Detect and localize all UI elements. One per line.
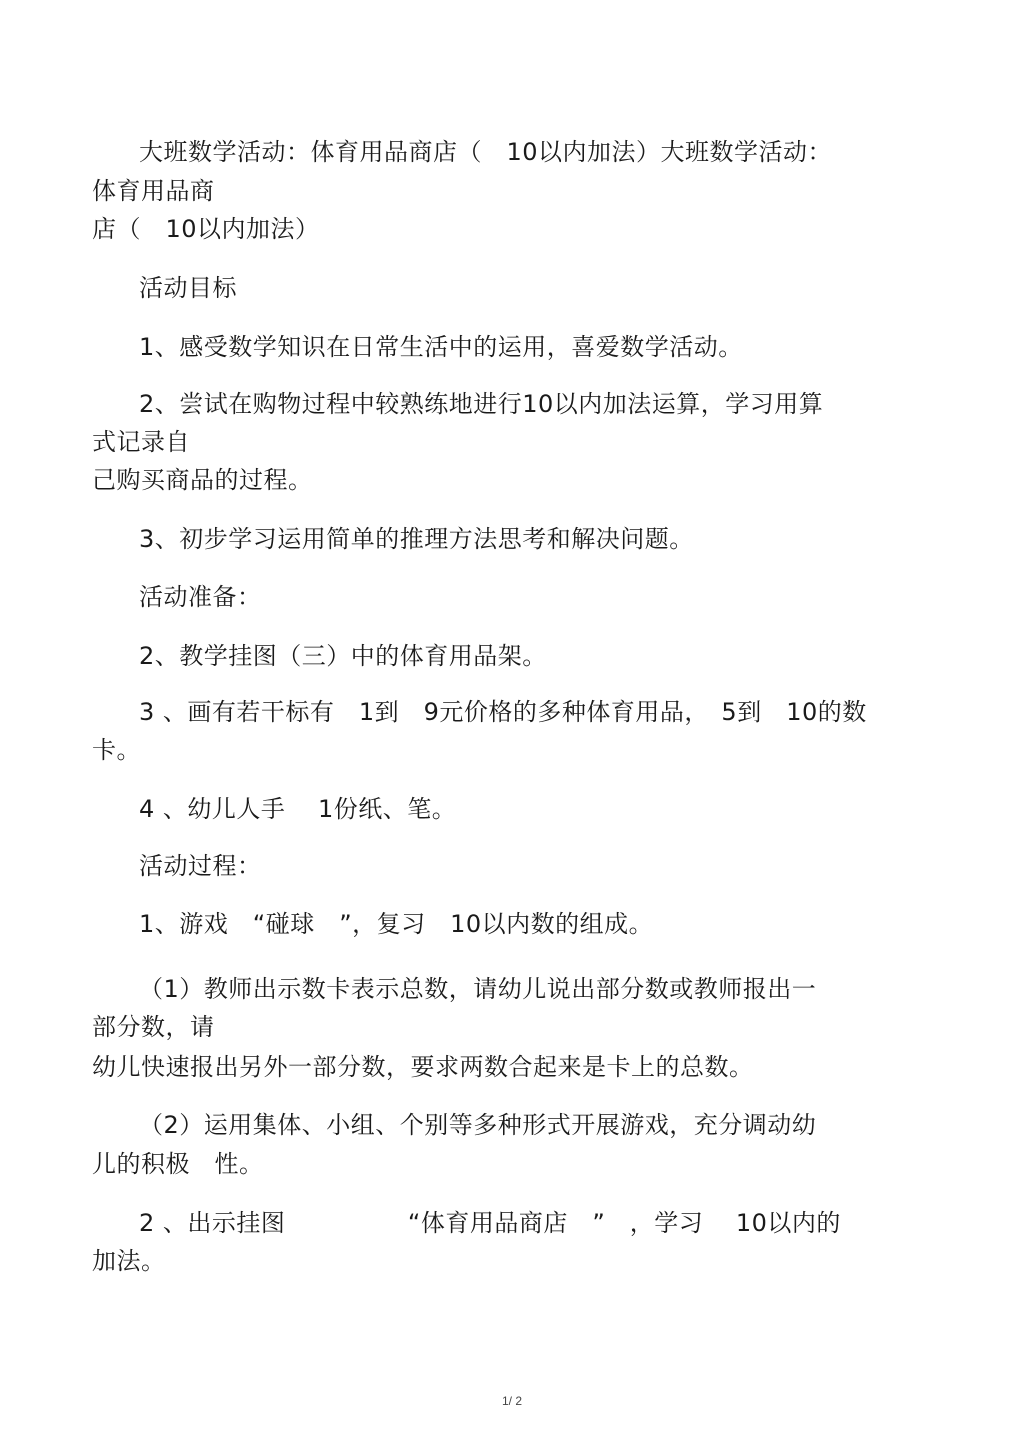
paragraph: 加法。 [92,1247,166,1275]
paragraph: 2 、出示挂图 “体育用品商店 ” ，学习 10以内的 [139,1209,841,1237]
paragraph: 式记录自 [92,428,190,456]
title-line: 店（ 10以内加法） [92,215,320,243]
paragraph: （2）运用集体、小组、个别等多种形式开展游戏，充分调动幼 [139,1111,817,1139]
section-heading-process: 活动过程： [139,852,262,880]
paragraph: 2、尝试在购物过程中较熟练地进行10以内加法运算，学习用算 [139,390,824,418]
paragraph: 卡。 [92,736,141,764]
paragraph: 2、教学挂图（三）中的体育用品架。 [139,642,547,670]
section-heading-preparation: 活动准备： [139,583,262,611]
paragraph: 3 、画有若干标有 1到 9元价格的多种体育用品， 5到 10的数 [139,698,867,726]
paragraph: 3、初步学习运用简单的推理方法思考和解决问题。 [139,525,694,553]
paragraph: 己购买商品的过程。 [92,466,313,494]
paragraph: 幼儿快速报出另外一部分数，要求两数合起来是卡上的总数。 [92,1053,754,1081]
paragraph: （1）教师出示数卡表示总数，请幼儿说出部分数或教师报出一 [139,975,817,1003]
paragraph: 4 、幼儿人手 1份纸、笔。 [139,795,457,823]
page-number: 1/ 2 [501,1394,522,1408]
paragraph: 儿的积极 性。 [92,1150,264,1178]
section-heading-goals: 活动目标 [139,274,237,302]
title-line: 大班数学活动：体育用品商店（ 10以内加法）大班数学活动： [139,138,833,166]
paragraph: 1、感受数学知识在日常生活中的运用，喜爱数学活动。 [139,333,743,361]
paragraph: 1、游戏 “碰球 ”，复习 10以内数的组成。 [139,910,654,938]
title-line: 体育用品商 [92,177,215,205]
paragraph: 部分数，请 [92,1013,215,1041]
